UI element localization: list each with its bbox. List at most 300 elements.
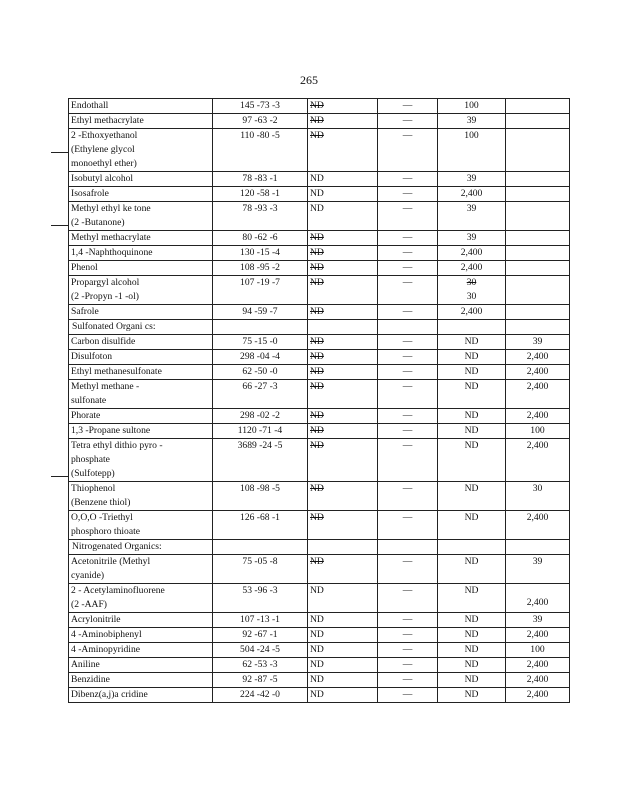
empty-cell [213,540,308,555]
dash-value-text: — [402,512,413,523]
chemical-name [69,335,213,350]
concentration-value-text: ND [464,644,479,655]
concentration-value [438,246,506,261]
standard-value [506,335,570,350]
chemical-name [69,202,213,231]
concentration-value [438,261,506,276]
cas-number-text: 97 -63 -2 [242,115,278,126]
detection-value-text: ND [310,232,324,243]
dash-value [378,129,438,172]
cas-number-text: 107 -19 -7 [240,277,280,288]
detection-value-text: ND [310,366,324,377]
table-row [69,129,570,172]
concentration-value [438,99,506,114]
cas-number-text: 1120 -71 -4 [237,425,283,436]
dash-value [378,246,438,261]
dash-value-text: — [402,629,413,640]
chemical-name [69,613,213,628]
cas-number [213,172,308,187]
standard-value-text: 2,400 [526,597,549,608]
concentration-value [438,643,506,658]
concentration-value-text: ND [464,381,479,392]
concentration-value-text: 100 [464,100,479,111]
standard-value-text: 39 [532,556,543,567]
chemical-name [69,305,213,320]
standard-value-text: 2,400 [526,512,549,523]
concentration-value [438,584,506,613]
detection-value-text: ND [310,644,324,655]
concentration-value [438,350,506,365]
cas-number-text: 94 -59 -7 [242,306,278,317]
chemical-name-line: Ethyl methacrylate [71,115,144,126]
cas-number-text: 62 -50 -0 [242,366,278,377]
table-row [69,482,570,511]
table-row [69,202,570,231]
standard-value-text: 39 [532,336,543,347]
standard-value-text: 2,400 [526,351,549,362]
chemical-name [69,276,213,305]
detection-value [308,584,378,613]
detection-value [308,511,378,540]
detection-value [308,276,378,305]
detection-value-text: ND [310,203,324,214]
dash-value-text: — [402,556,413,567]
chemical-name [69,555,213,584]
dash-value-text: — [402,277,413,288]
chemical-name-line: Isobutyl alcohol [71,173,134,184]
table-row [69,409,570,424]
dash-value [378,613,438,628]
cas-number-text: 78 -93 -3 [242,203,278,214]
standard-value [506,643,570,658]
detection-value [308,424,378,439]
detection-value-text: ND [310,130,324,141]
chemical-name-line: Phenol [71,262,98,273]
detection-value [308,114,378,129]
chemical-name-line: O,O,O -Triethyl [71,512,133,523]
table-row [69,335,570,350]
concentration-value-text: ND [464,336,479,347]
cas-number-text: 62 -53 -3 [242,659,278,670]
standard-value-text: 30 [532,483,543,494]
dash-value-text: — [402,659,413,670]
concentration-value [438,673,506,688]
cas-number-text: 298 -02 -2 [240,410,280,421]
detection-value-text: ND [310,629,324,640]
cas-number-text: 53 -96 -3 [242,585,278,596]
detection-value-text: ND [310,277,324,288]
detection-value-text: ND [310,115,324,126]
table-row [69,261,570,276]
concentration-value [438,276,506,305]
detection-value [308,643,378,658]
empty-cell [438,540,506,555]
cas-number [213,276,308,305]
empty-cell [308,540,378,555]
cas-number-text: 120 -58 -1 [240,188,280,199]
chemical-name-line: 4 -Aminobiphenyl [71,629,142,640]
dash-value [378,99,438,114]
concentration-value [438,555,506,584]
chemical-name-line: 2 - Acetylaminofluorene [71,585,165,596]
dash-value [378,584,438,613]
standard-value [506,305,570,320]
concentration-value [438,482,506,511]
standard-value [506,129,570,172]
cas-number [213,380,308,409]
concentration-value-text: ND [464,440,479,451]
concentration-value [438,380,506,409]
cas-number-text: 66 -27 -3 [242,381,278,392]
concentration-value-text: 39 [466,232,477,243]
chemical-name [69,688,213,703]
standard-value [506,380,570,409]
chemical-name [69,439,213,482]
cas-number [213,482,308,511]
cas-number [213,511,308,540]
cas-number [213,187,308,202]
standard-value-text: 2,400 [526,674,549,685]
chemical-name [69,482,213,511]
cas-number-text: 224 -42 -0 [240,689,280,700]
cas-number [213,555,308,584]
dash-value-text: — [402,585,413,596]
table-row [69,231,570,246]
concentration-value [438,202,506,231]
dash-value [378,114,438,129]
chemical-name [69,511,213,540]
table-row [69,172,570,187]
detection-value [308,658,378,673]
standard-value [506,261,570,276]
detection-value [308,409,378,424]
empty-cell [213,320,308,335]
chemical-name-line: phosphate [71,454,110,465]
dash-value [378,365,438,380]
cas-number-text: 3689 -24 -5 [237,440,283,451]
concentration-value [438,613,506,628]
concentration-value-text: ND [464,410,479,421]
chemical-name [69,380,213,409]
chemical-name-line: 1,3 -Propane sultone [71,425,151,436]
dash-value-text: — [402,366,413,377]
empty-cell [506,320,570,335]
cas-number-text: 145 -73 -3 [240,100,280,111]
concentration-value-text: ND [464,425,479,436]
detection-value-text: ND [310,306,324,317]
dash-value [378,673,438,688]
detection-value [308,380,378,409]
concentration-value [438,129,506,172]
concentration-value-text: ND [464,483,479,494]
dash-value [378,335,438,350]
concentration-value-text: 39 [466,115,477,126]
dash-value [378,658,438,673]
chemical-name-line: 1,4 -Naphthoquinone [71,247,153,258]
cas-number [213,246,308,261]
concentration-value [438,305,506,320]
concentration-value [438,365,506,380]
dash-value-text: — [402,440,413,451]
standard-value [506,424,570,439]
chemical-name-line: Acetonitrile (Methyl [71,556,151,567]
dash-value [378,511,438,540]
table-row [69,688,570,703]
chemical-name-line: Methyl methacrylate [71,232,151,243]
standard-value [506,172,570,187]
cas-number-text: 108 -98 -5 [240,483,280,494]
cas-number [213,305,308,320]
cas-number [213,584,308,613]
dash-value-text: — [402,381,413,392]
standard-value [506,555,570,584]
detection-value-text: ND [310,188,324,199]
standard-value-text: 2,400 [526,381,549,392]
standard-value-text: 2,400 [526,659,549,670]
detection-value [308,172,378,187]
concentration-value [438,409,506,424]
chemical-name-line: Methyl ethyl ke tone [71,203,151,214]
chemical-name [69,261,213,276]
standard-value [506,584,570,613]
detection-value-text: ND [310,425,324,436]
dash-value-text: — [402,173,413,184]
dash-value-text: — [402,689,413,700]
standard-value [506,439,570,482]
concentration-value-text: ND [464,585,479,596]
cas-number-text: 75 -05 -8 [242,556,278,567]
standard-value [506,613,570,628]
standard-value [506,187,570,202]
detection-value-text: ND [310,659,324,670]
standard-value [506,231,570,246]
table-body [69,99,570,703]
concentration-value-text: ND [464,689,479,700]
concentration-value-text: 2,400 [460,306,483,317]
cas-number [213,202,308,231]
chemical-name-line: (Sulfotepp) [51,467,210,481]
standard-value [506,628,570,643]
table-row [69,439,570,482]
detection-value-text: ND [310,247,324,258]
concentration-value [438,658,506,673]
detection-value-text: ND [310,100,324,111]
concentration-value-text: 30 [466,277,477,288]
chemical-name-line: 2 -Ethoxyethanol [71,130,138,141]
standard-value-text: 100 [530,644,545,655]
cas-number [213,424,308,439]
concentration-value [438,628,506,643]
dash-value-text: — [402,100,413,111]
chemical-name-line: (2 -AAF) [71,599,107,610]
standard-value-text: 2,400 [526,629,549,640]
empty-cell [438,320,506,335]
table-row [69,628,570,643]
detection-value [308,246,378,261]
dash-value-text: — [402,130,413,141]
detection-value [308,99,378,114]
dash-value-text: — [402,203,413,214]
detection-value-text: ND [310,173,324,184]
empty-cell [308,320,378,335]
detection-value-text: ND [310,381,324,392]
detection-value-text: ND [310,483,324,494]
cas-number [213,114,308,129]
cas-number-text: 78 -83 -1 [242,173,278,184]
dash-value [378,409,438,424]
chemical-name [69,643,213,658]
chemical-name-line: (2 -Butanone) [51,216,210,230]
cas-number-text: 80 -62 -6 [242,232,278,243]
table-row [69,99,570,114]
chemical-name-line: (Benzene thiol) [71,497,131,508]
cas-number [213,350,308,365]
cas-number [213,613,308,628]
chemical-name-line: Isosafrole [71,188,109,199]
cas-number [213,628,308,643]
table-row [69,246,570,261]
chemical-name-line: 4 -Aminopyridine [71,644,141,655]
concentration-value-text: 2,400 [460,188,483,199]
cas-number [213,643,308,658]
standard-value-text: 2,400 [526,410,549,421]
standard-value [506,202,570,231]
dash-value [378,305,438,320]
chemical-name [69,673,213,688]
cas-number-text: 92 -87 -5 [242,674,278,685]
concentration-value [438,187,506,202]
concentration-value-text: ND [464,629,479,640]
detection-value-text: ND [310,614,324,625]
detection-value [308,335,378,350]
standard-value [506,350,570,365]
dash-value-text: — [402,262,413,273]
standard-value [506,511,570,540]
dash-value [378,380,438,409]
table-row [69,673,570,688]
concentration-value-text: ND [464,659,479,670]
dash-value [378,439,438,482]
concentration-value [438,688,506,703]
dash-value [378,688,438,703]
chemical-name-line: phosphoro thioate [71,526,141,537]
chemical-name-line: sulfonate [71,395,107,406]
page-number: 265 [300,73,318,87]
cas-number [213,658,308,673]
concentration-value [438,231,506,246]
dash-value [378,482,438,511]
table-row [69,613,570,628]
dash-value-text: — [402,425,413,436]
concentration-value-text: ND [464,351,479,362]
chemical-name-line: Methyl methane - [71,381,140,392]
chemical-name [69,628,213,643]
concentration-value [438,114,506,129]
standard-value [506,658,570,673]
cas-number-text: 130 -15 -4 [240,247,280,258]
chemical-name [69,584,213,613]
chemical-name [69,231,213,246]
cas-number [213,335,308,350]
chemical-name [69,409,213,424]
cas-number-text: 107 -13 -1 [240,614,280,625]
detection-value [308,187,378,202]
chemical-name-line: Ethyl methanesulfonate [71,366,162,377]
concentration-value [438,439,506,482]
cas-number [213,231,308,246]
chemical-name-line: Aniline [71,659,100,670]
standard-value [506,688,570,703]
table-row [69,380,570,409]
concentration-value-text: 100 [464,130,479,141]
chemical-name-line: Tetra ethyl dithio pyro - [71,440,163,451]
detection-value [308,673,378,688]
detection-value [308,350,378,365]
concentration-value [438,424,506,439]
table-row [69,511,570,540]
chemical-name-line: Endothall [71,100,109,111]
chemical-name [69,187,213,202]
detection-value-text: ND [310,674,324,685]
dash-value-text: — [402,232,413,243]
concentration-value-text: ND [464,556,479,567]
dash-value-text: — [402,306,413,317]
chemical-name-line: monoethyl ether) [71,158,137,169]
dash-value [378,231,438,246]
dash-value [378,555,438,584]
cas-number [213,129,308,172]
chemical-name [69,246,213,261]
chemical-name [69,129,213,172]
chemical-name-line: cyanide) [71,570,105,581]
table-row [69,305,570,320]
concentration-value-text: ND [464,614,479,625]
chemical-name-line: Thiophenol [71,483,116,494]
section-header-row [69,540,570,555]
chemical-name-line: Carbon disulfide [71,336,136,347]
section-header-row [69,320,570,335]
chemical-name-line: Propargyl alcohol [71,277,140,288]
table-row [69,187,570,202]
detection-value-text: ND [310,512,324,523]
standard-value-text: 2,400 [526,366,549,377]
detection-value [308,628,378,643]
dash-value [378,172,438,187]
cas-number [213,688,308,703]
detection-value [308,439,378,482]
chemical-name [69,172,213,187]
cas-number-text: 75 -15 -0 [242,336,278,347]
detection-value [308,482,378,511]
detection-value [308,231,378,246]
dash-value-text: — [402,115,413,126]
dash-value-text: — [402,336,413,347]
concentration-value [438,172,506,187]
detection-value-text: ND [310,262,324,273]
standard-value [506,365,570,380]
detection-value [308,555,378,584]
dash-value [378,643,438,658]
cas-number-text: 110 -80 -5 [240,130,280,141]
cas-number-text: 504 -24 -5 [240,644,280,655]
standard-value [506,482,570,511]
chemical-name-line: Safrole [71,306,99,317]
cas-number [213,261,308,276]
detection-value-text: ND [310,440,324,451]
dash-value [378,276,438,305]
dash-value [378,261,438,276]
cas-number [213,439,308,482]
